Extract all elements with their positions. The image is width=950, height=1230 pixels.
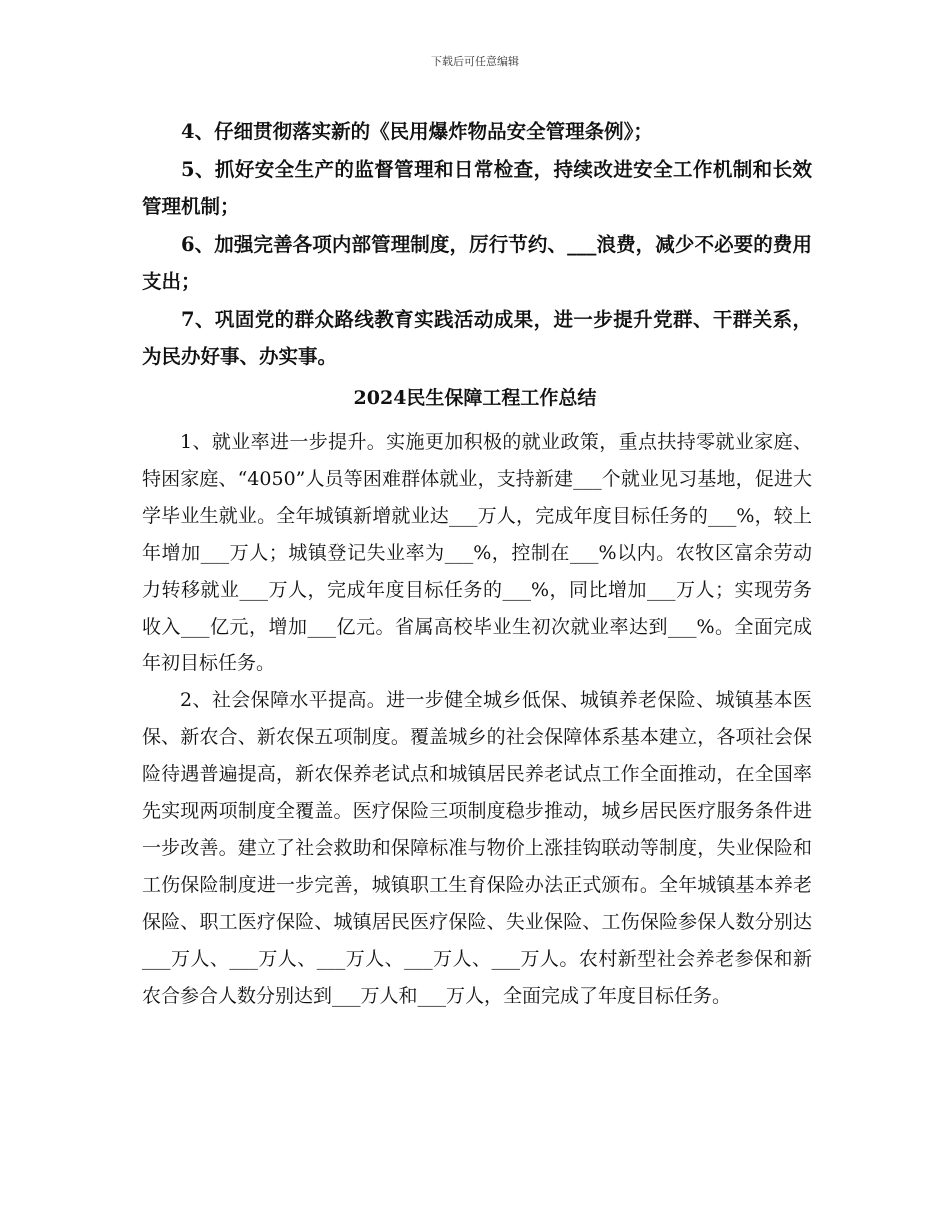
list-item: 7、巩固党的群众路线教育实践活动成果，进一步提升党群、干群关系，为民办好事、办实事。: [142, 307, 812, 368]
list-item: 6、加强完善各项内部管理制度，厉行节约、___浪费，减少不必要的费用支出；: [142, 232, 812, 293]
list-item: 4、仔细贯彻落实新的《民用爆炸物品安全管理条例》；: [181, 120, 653, 143]
list-item: 5、抓好安全生产的监督管理和日常检查，持续改进安全工作机制和长效管理机制；: [142, 157, 812, 218]
section-body: [142, 424, 812, 1015]
body-paragraph: 1、就业率进一步提升。实施更加积极的就业政策，重点扶持零就业家庭、特困家庭、“4050”人员等困难群体就业，支持新建___个就业见习基地，促进大学毕业生就业。全年城镇新增就业达___万人，完成年度目标任务的___%，较上年增加___万人；城镇登记失业率为___%，控制在___%以内。农牧区富余劳动力转移就业___万人，完成年度目标任务的___%，同比增加___万人；实现劳务收入___亿元，增加___亿元。省属高校毕业生初次就业率达到___%。全面完成年初目标任务。: [142, 431, 812, 675]
page-header-note: 下载后可任意编辑: [431, 55, 519, 68]
measures-list: [142, 113, 812, 376]
section-title: 2024民生保障工程工作总结: [353, 387, 597, 409]
body-paragraph: 2、社会保障水平提高。进一步健全城乡低保、城镇养老保险、城镇基本医保、新农合、新农保五项制度。覆盖城乡的社会保障体系基本建立，各项社会保险待遇普遍提高，新农保养老试点和城镇居民养老试点工作全面推动，在全国率先实现两项制度全覆盖。医疗保险三项制度稳步推动，城乡居民医疗服务条件进一步改善。建立了社会救助和保障标准与物价上涨挂钩联动等制度，失业保险和工伤保险制度进一步完善，城镇职工生育保险办法正式颁布。全年城镇基本养老保险、职工医疗保险、城镇居民医疗保险、失业保险、工伤保险参保人数分别达___万人、___万人、___万人、___万人、___万人。农村新型社会养老参保和新农合参合人数分别达到___万人和___万人，全面完成了年度目标任务。: [142, 689, 812, 1007]
